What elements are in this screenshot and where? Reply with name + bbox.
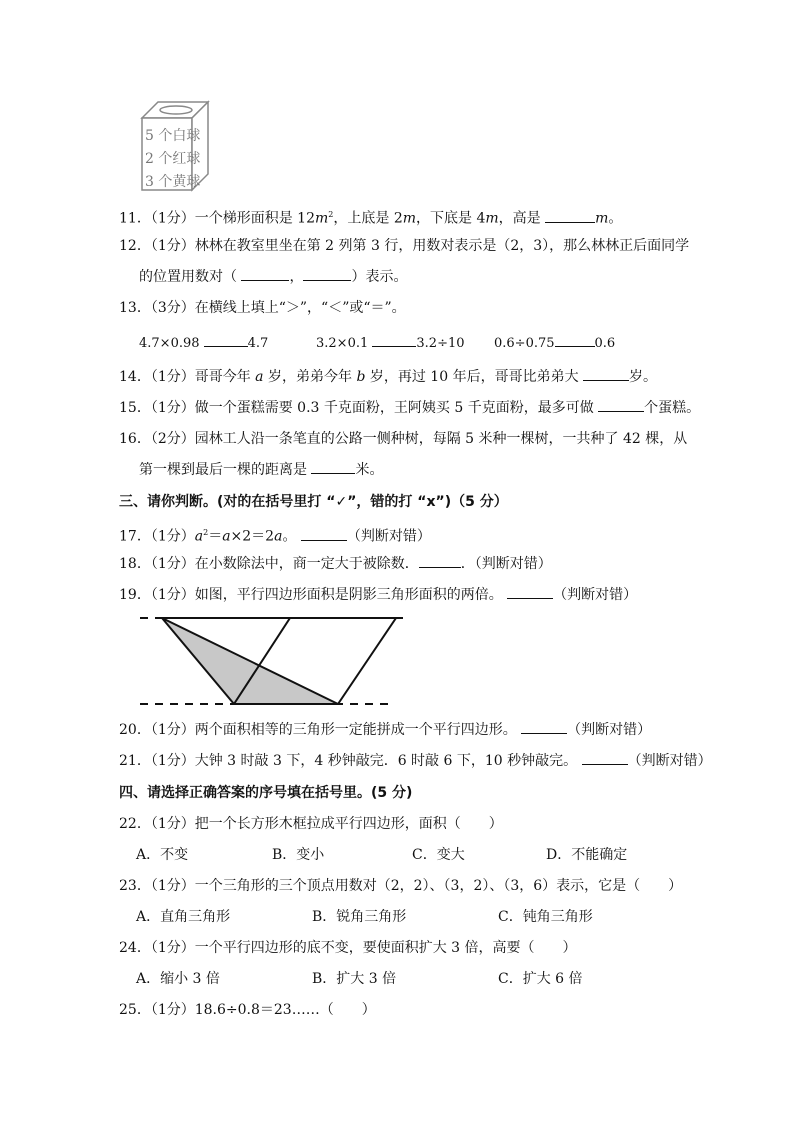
question-16-cont: 第一棵到最后一棵的距离是 米。 [139,462,384,478]
answer-blank[interactable] [598,399,644,412]
question-25: 25．（1分）18.6÷0.8＝23……（ ） [119,1002,376,1018]
question-24: 24．（1分）一个平行四边形的底不变，要使面积扩大 3 倍，高要（ ） [119,940,577,956]
option-c[interactable]: C．钝角三角形 [498,909,593,925]
question-14: 14．（1分）哥哥今年 a 岁，弟弟今年 b 岁，再过 10 年后，哥哥比弟弟大 岁。 [119,369,658,385]
question-21: 21．（1分）大钟 3 时敲 3 下，4 秒钟敲完．6 时敲 6 下，10 秒钟敲完。 （判断对错） [119,753,712,769]
box-label-yellow: 3 个黄球 [145,174,201,190]
answer-blank[interactable] [241,268,289,281]
answer-blank[interactable] [583,368,629,381]
option-a[interactable]: A．不变 [136,847,189,863]
answer-blank[interactable] [419,555,461,568]
answer-blank[interactable] [301,528,347,541]
option-b[interactable]: B．变小 [272,847,325,863]
question-17: 17．（1分）$a^2=a\times 2=2a$。 （判断对错） [119,528,431,545]
option-b[interactable]: B．锐角三角形 [312,909,407,925]
compare-1: 4.7×0.98 4.7 [139,336,269,351]
question-23: 23．（1分）一个三角形的三个顶点用数对（2，2）、（3，2）、（3，6）表示，它是（ ） [119,878,683,894]
question-12: 12．（1分）林林在教室里坐在第 2 列第 3 行，用数对表示是（2，3），那么林林正后面同学 [119,238,690,254]
answer-blank[interactable] [521,721,567,734]
answer-blank[interactable] [555,334,595,347]
option-c[interactable]: C．变大 [412,847,465,863]
box-label-white: 5 个白球 [145,128,201,144]
question-16: 16．（2分）园林工人沿一条笔直的公路一侧种树，每隔 5 米种一棵树，一共种了 42 棵，从 [119,431,688,447]
answer-blank[interactable] [204,334,248,347]
compare-2: 3.2×0.1 3.2÷10 [316,336,465,351]
question-18: 18．（1分）在小数除法中，商一定大于被除数． ．（判断对错） [119,556,552,572]
option-b[interactable]: B．扩大 3 倍 [312,971,397,987]
ball-box-figure [140,100,210,192]
section-3-heading: 三、请你判断。(对的在括号里打 “✓”，错的打 “x”)（5 分） [119,494,508,510]
compare-3: 0.6÷0.75 0.6 [494,336,616,351]
question-22: 22．（1分）把一个长方形木框拉成平行四边形，面积（ ） [119,816,503,832]
answer-blank[interactable] [545,210,595,223]
question-20: 20．（1分）两个面积相等的三角形一定能拼成一个平行四边形。 （判断对错） [119,722,652,738]
question-19: 19．（1分）如图，平行四边形面积是阴影三角形面积的两倍。 （判断对错） [119,587,638,603]
answer-blank[interactable] [303,268,351,281]
answer-blank[interactable] [507,586,553,599]
option-a[interactable]: A．缩小 3 倍 [136,971,220,987]
answer-blank[interactable] [372,334,416,347]
question-12-cont: 的位置用数对（ ， ）表示。 [139,269,408,285]
option-c[interactable]: C．扩大 6 倍 [498,971,583,987]
question-15: 15．（1分）做一个蛋糕需要 0.3 千克面粉，王阿姨买 5 千克面粉，最多可做 个蛋糕。 [119,400,701,416]
option-d[interactable]: D．不能确定 [546,847,628,863]
question-11: 11．（1分）一个梯形面积是 $12m^2$，上底是 2m，下底是 4m，高是 m。 [119,210,623,227]
section-4-heading: 四、请选择正确答案的序号填在括号里。(5 分) [119,785,413,801]
answer-blank[interactable] [582,752,628,765]
option-a[interactable]: A．直角三角形 [136,909,231,925]
shaded-triangle [162,618,338,704]
box-label-red: 2 个红球 [145,151,201,167]
answer-blank[interactable] [311,461,355,474]
parallelogram-figure [138,612,408,708]
question-13: 13．（3分）在横线上填上“＞”，“＜”或“＝”。 [119,300,406,316]
